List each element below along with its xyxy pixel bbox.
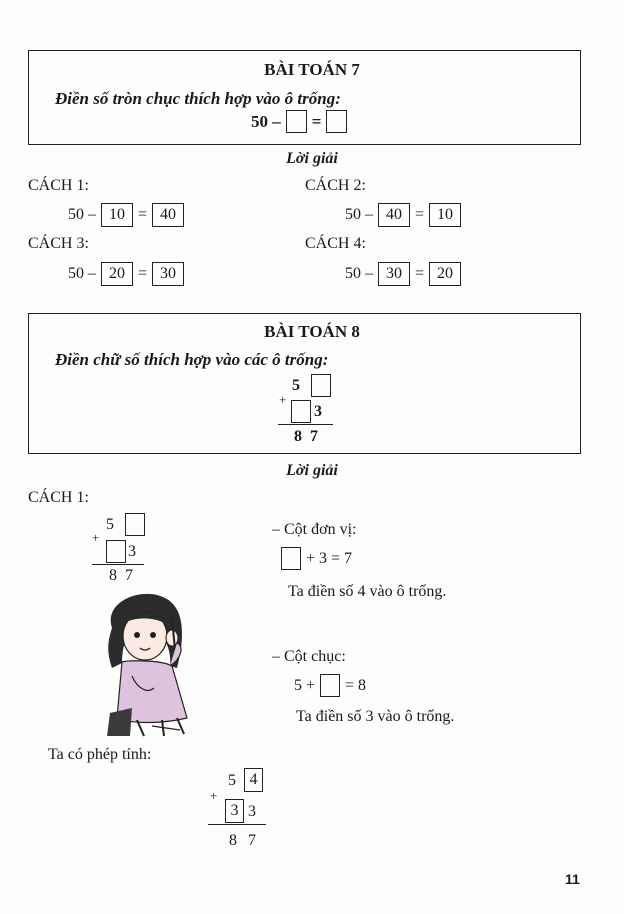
way-1-label: CÁCH 1:: [28, 489, 89, 506]
equation-lhs: 50 –: [251, 111, 281, 131]
answer-box: 3: [225, 799, 244, 823]
way-3-label: CÁCH 3:: [28, 235, 89, 252]
equation-text: + 3 = 7: [306, 549, 353, 567]
final-calculation-label: Ta có phép tính:: [48, 746, 152, 763]
solution-8-heading: Lời giải: [286, 462, 338, 479]
final-top-tens: 5: [228, 772, 236, 789]
equation-lhs: 50 –: [68, 265, 96, 282]
sum-result: 8 7: [109, 567, 135, 584]
equation-lhs: 5 +: [294, 676, 316, 694]
problem-8-title: BÀI TOÁN 8: [264, 322, 360, 341]
plus-sign: +: [279, 392, 287, 407]
answer-box: 40: [152, 203, 184, 227]
problem-7-equation: [251, 110, 347, 133]
final-result-tens: 8: [229, 832, 237, 849]
answer-box: 4: [244, 768, 263, 792]
equals-sign: =: [138, 265, 148, 282]
girl-illustration: [92, 588, 202, 738]
blank-box: [106, 540, 126, 563]
blank-box: [311, 374, 331, 397]
addend-top-digit: 5: [292, 377, 300, 394]
equals-sign: =: [415, 206, 425, 223]
final-bottom-units: 3: [248, 803, 256, 820]
equals-sign: =: [415, 265, 425, 282]
tens-column-heading: – Cột chục:: [272, 648, 346, 665]
way-3-equation: [68, 262, 184, 286]
plus-sign: +: [92, 530, 100, 545]
equation-lhs: 50 –: [68, 206, 96, 223]
units-column-note: Ta điền số 4 vào ô trống.: [288, 583, 447, 600]
page-number: 11: [565, 871, 580, 887]
answer-box: 30: [152, 262, 184, 286]
units-column-equation: [281, 547, 352, 570]
blank-box: [291, 400, 311, 423]
answer-box: 20: [429, 262, 461, 286]
equation-lhs: 50 –: [345, 206, 373, 223]
addend-bottom-digit: 3: [128, 543, 136, 560]
answer-box: 10: [429, 203, 461, 227]
plus-sign: +: [210, 788, 218, 803]
tens-column-equation: [294, 674, 366, 697]
addend-top-digit: 5: [106, 516, 114, 533]
final-result-units: 7: [248, 832, 256, 849]
equation-lhs: 50 –: [345, 265, 373, 282]
blank-box: [320, 674, 340, 697]
answer-box: 10: [101, 203, 133, 227]
way-4-label: CÁCH 4:: [305, 235, 366, 252]
way-4-equation: [345, 262, 461, 286]
sum-line: [278, 424, 333, 425]
addend-bottom-digit: 3: [314, 403, 322, 420]
way-2-label: CÁCH 2:: [305, 177, 366, 194]
way-1-equation: [68, 203, 184, 227]
solution-7-heading: Lời giải: [286, 150, 338, 167]
problem-7-instruction: Điền số tròn chục thích hợp vào ô trống:: [55, 89, 341, 108]
problem-7-title: BÀI TOÁN 7: [264, 60, 360, 79]
blank-box: [286, 110, 307, 133]
sum-result: 8 7: [294, 428, 320, 445]
problem-8-instruction: Điền chữ số thích hợp vào các ô trống:: [55, 350, 329, 369]
way-2-equation: [345, 203, 461, 227]
answer-box: 20: [101, 262, 133, 286]
sum-line: [208, 824, 266, 825]
tens-column-note: Ta điền số 3 vào ô trống.: [296, 708, 455, 725]
blank-box: [281, 547, 301, 570]
sum-line: [92, 564, 144, 565]
way-1-label: CÁCH 1:: [28, 177, 89, 194]
equals-sign: =: [138, 206, 148, 223]
answer-box: 30: [378, 262, 410, 286]
answer-box: 40: [378, 203, 410, 227]
equation-rhs: = 8: [345, 676, 367, 694]
units-column-heading: – Cột đơn vị:: [272, 521, 357, 538]
blank-box: [326, 110, 347, 133]
equals-sign: =: [311, 111, 322, 131]
blank-box: [125, 513, 145, 536]
